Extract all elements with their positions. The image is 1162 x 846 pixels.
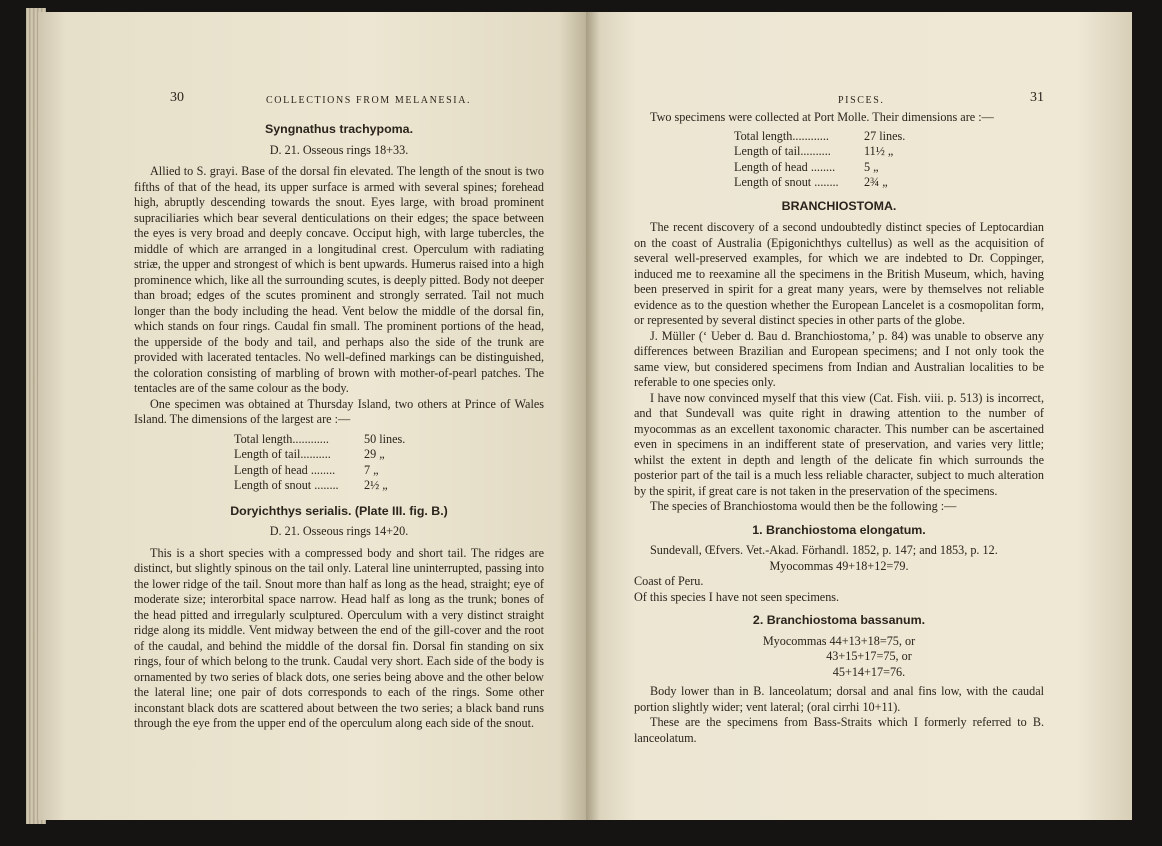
intro-paragraph: Two specimens were collected at Port Molle. Their dimensions are :— xyxy=(650,110,994,124)
myocomma-count: 43+15+17=75, or xyxy=(826,649,912,663)
body-paragraph: The recent discovery of a second undoubtedly distinct species of Leptocardian on the coast of Australia (Epigonichthys cultellus) as well as the acquisition of several well-preserved examples, for which we are indebted to Dr. Coppinger, induced me to reexamine all the specimens in the British Museum, which, having been preserved in spirit for a great many years, were by themselves not reliable evidence as to the question whether the European Lancelet is a cosmopolitan form, or represented by several distinct species in other parts of the globe. xyxy=(634,220,1044,327)
measurement-table xyxy=(234,432,544,494)
measurement-row: Length of head ........ 7 „ xyxy=(234,462,379,477)
measurement-row: Total length............ 27 lines. xyxy=(734,128,906,143)
page-number: 30 xyxy=(170,90,184,105)
species-title: 2. Branchiostoma bassanum. xyxy=(752,613,926,627)
measurement-row: Total length............ 50 lines. xyxy=(234,431,406,446)
open-book xyxy=(38,12,1132,820)
section-title: BRANCHIOSTOMA. xyxy=(781,198,897,213)
body-paragraph: The species of Branchiostoma would then be the following :— xyxy=(650,499,957,513)
reference-paragraph: Sundevall, Œfvers. Vet.-Akad. Förhandl. 1852, p. 147; and 1853, p. 12. xyxy=(650,543,998,557)
measurement-table xyxy=(734,129,1044,191)
measurement-row: Length of tail.......... 29 „ xyxy=(234,447,385,461)
body-paragraph: J. Müller (‘ Ueber d. Bau d. Branchiostoma,’ p. 84) was unable to observe any differences between Brazilian and European specimens; and I not only took the same view, but considered specimens from Indian and Australian localities to be referable to one species only. xyxy=(634,328,1044,389)
left-page-text xyxy=(134,122,544,732)
running-head: COLLECTIONS FROM MELANESIA. xyxy=(266,95,472,106)
myocomma-count: Myocommas 49+18+12=79. xyxy=(769,558,909,573)
species-title: 1. Branchiostoma elongatum. xyxy=(752,522,926,537)
description-paragraph: One specimen was obtained at Thursday Island, two others at Prince of Wales Island. The dimensions of the largest are :— xyxy=(134,396,544,426)
species-title: Syngnathus trachypoma. xyxy=(264,122,414,136)
myocomma-count: Myocommas 44+13+18=75, or xyxy=(762,633,916,648)
locality: Coast of Peru. xyxy=(634,574,704,588)
note: Of this species I have not seen specimens. xyxy=(634,589,840,604)
myocomma-count: 45+14+17=76. xyxy=(832,664,906,679)
body-paragraph: I have now convinced myself that this view (Cat. Fish. viii. p. 513) is incorrect, and that Sundevall was quite right in drawing attention to the number of myocommas as an excellent taxonomic character. This number can be ascertained even in specimens in an indifferent state of preservation, and varies very little; whilst the extent in depth and length of the delicate fin which surrounds the posterior part of the tail is a much less reliable character, subject to much alteration by the spirit, if great care is not taken in the preservation of the specimens. xyxy=(634,390,1044,498)
species-title: Doryichthys serialis. (Plate III. fig. B.) xyxy=(230,503,448,518)
measurement-row: Length of tail.......... 11½ „ xyxy=(734,144,894,158)
species-subtitle: D. 21. Osseous rings 14+20. xyxy=(269,524,409,538)
left-page xyxy=(38,12,586,820)
running-head: PISCES. xyxy=(838,95,885,106)
description-paragraph: Allied to S. grayi. Base of the dorsal fin elevated. The length of the snout is two fifths of that of the head, its upper surface is armed with several spines; forehead high, abruptly descending towards the snout. Eyes large, with broad prominent supraciliaries which bear several denticulations on their edges; the space between the eyes is very broad and deeply concave. Occiput high, with large tubercles, the middle of which are arranged in a longitudinal crest. Operculum with radiating striæ, the upper and strongest of which is bent upwards. Humerus raised into a high prominence which, like all the surrounding scutes, is deeply pitted. Body not deeper than broad; edges of the scutes prominent and strongly serrated. Tail not much longer than the body including the head. Vent below the middle of the dorsal fin, which stands on four rings. Caudal fin small. The prominent portions of the head, the upperside of the body and tail, and perhaps also the side of the trunk are provided with lacerated tentacles. No well-defined markings can be distinguished, the coloration consisting of marbling of brown with mother-of-pearl patches. The tentacles are of the same colour as the body. xyxy=(134,164,544,395)
description-paragraph: These are the specimens from Bass-Straits which I formerly referred to B. lanceolatum. xyxy=(634,715,1044,745)
measurement-row: Length of head ........ 5 „ xyxy=(734,159,879,174)
description-paragraph: Body lower than in B. lanceolatum; dorsal and anal fins low, with the caudal portion slightly wider; vent lateral; (oral cirrhi 10+11). xyxy=(634,684,1044,714)
species-subtitle: D. 21. Osseous rings 18+33. xyxy=(269,142,409,157)
measurement-row: Length of snout ........ 2¾ „ xyxy=(734,175,888,189)
page-number: 31 xyxy=(1030,90,1044,105)
right-page xyxy=(586,12,1132,820)
description-paragraph: This is a short species with a compressed body and short tail. The ridges are distinct, but slightly spinous on the tail only. Lateral line uninterrupted, passing into the lower ridge of the tail. Snout more than half as long as the head, straight; eye of moderate size; interorbital space narrow. Head half as long as the trunk; bones of the head pitted and irregularly sculptured. Operculum with a very distinct straight ridge along its middle. Vent midway between the end of the gill-cover and the root of the caudal, and behind the middle of the dorsal fin. Dorsal fin standing on six rings, four of which belong to the trunk. Caudal very short. Each side of the body is ornamented by two series of black dots, one series being above and the other below the lateral line; one pair of dots corresponds to each of the rings. Some other inconstant black dots are scattered about between the two series; a black band runs through the eye from the upper end of the operculum along each side of the snout. xyxy=(134,545,544,730)
measurement-row: Length of snout ........ 2½ „ xyxy=(234,478,388,492)
right-page-text xyxy=(634,110,1044,746)
